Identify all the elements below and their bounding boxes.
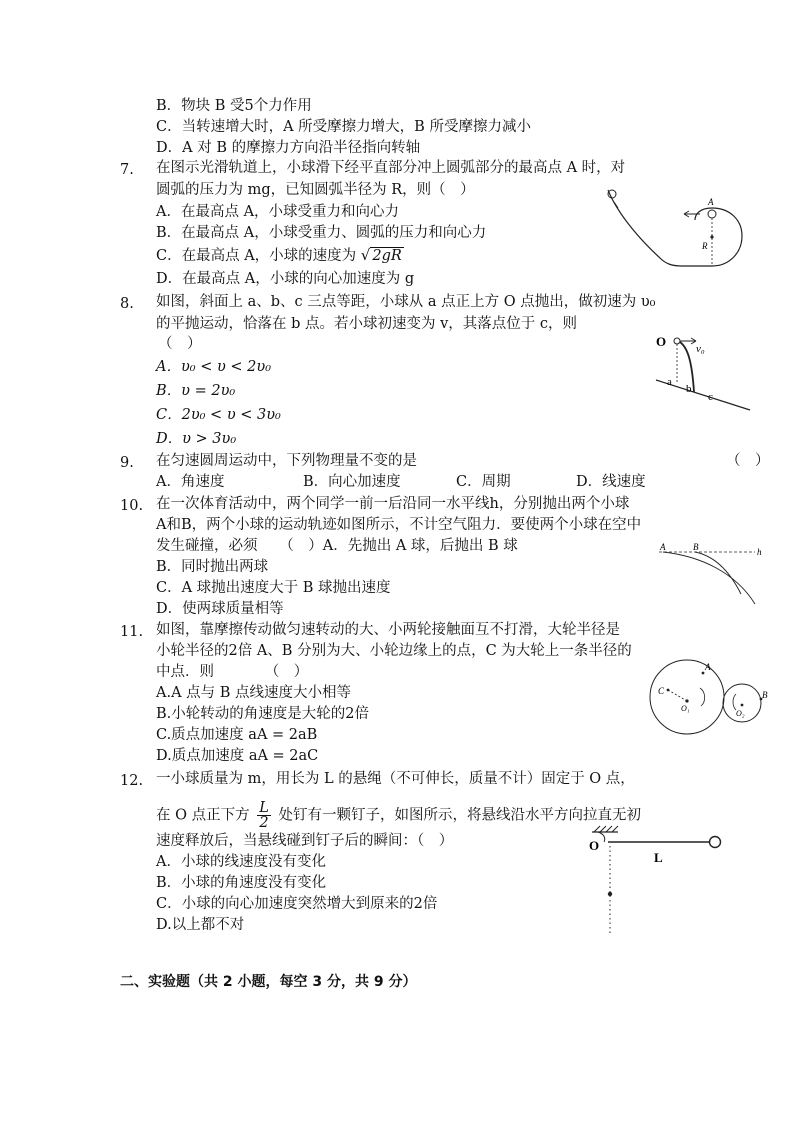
q12-option-b: B．小球的角速度没有变化 — [156, 875, 327, 891]
q10-option-c: C．A 球抛出速度大于 B 球抛出速度 — [156, 580, 391, 596]
q9-option-d: D．线速度 — [576, 474, 646, 490]
q8-label-b: b — [686, 383, 692, 395]
q7-stem-line1: 在图示光滑轨道上，小球滑下经平直部分冲上圆弧部分的最高点 A 时，对 — [156, 160, 626, 176]
q7-option-c-sqrt: 2gR — [372, 248, 402, 264]
q11-option-c: C.质点加速度 aA = 2aB — [156, 727, 318, 743]
q7-label-r: R — [702, 241, 708, 251]
q7-label-a: A — [708, 197, 714, 207]
q11-label-b: B — [762, 690, 768, 700]
q12-pendulum-figure — [586, 824, 726, 938]
q12-nail — [608, 892, 612, 896]
q12-stem-line3: 速度释放后，当悬线碰到钉子后的瞬间：（ ） — [156, 833, 454, 849]
q10-stem-line2: A和B，两个小球的运动轨迹如图所示，不计空气阻力．要使两个小球在空中 — [156, 517, 642, 533]
q11-label-o2: O₂ — [736, 709, 745, 718]
q12-number: 12. — [120, 773, 144, 789]
q12-option-d: D.以上都不对 — [156, 917, 245, 933]
q10-label-a: A — [660, 542, 666, 552]
q8-option-b: B．υ = 2υ₀ — [156, 383, 236, 399]
q10-trajectory-figure — [655, 538, 770, 606]
q8-label-o: O — [656, 334, 667, 349]
q12-option-a: A．小球的线速度没有变化 — [156, 854, 326, 870]
q7-track-figure — [600, 180, 750, 272]
q12-label-l: L — [654, 850, 663, 865]
q11-option-d: D.质点加速度 aA = 2aC — [156, 748, 319, 764]
q9-option-a: A．角速度 — [156, 474, 225, 490]
q8-option-d: D．υ > 3υ₀ — [156, 431, 237, 447]
q11-large-wheel — [650, 660, 724, 734]
q10-number: 10. — [120, 498, 144, 514]
q9-option-c: C．周期 — [456, 474, 511, 490]
q7-option-d: D．在最高点 A，小球的向心加速度为 g — [156, 271, 415, 287]
q9-stem: 在匀速圆周运动中，下列物理量不变的是 — [156, 453, 417, 469]
q7-ball-top — [708, 210, 716, 218]
q8-stem-line3: （ ） — [158, 336, 202, 352]
q11-label-c: C — [658, 686, 665, 696]
q12-stem-line2-a: 在 O 点正下方 — [156, 807, 250, 824]
q11-stem-line2: 小轮半径的2倍 A、B 分别为大、小轮边缘上的点，C 为大轮上一条半径的 — [156, 643, 632, 659]
q7-option-b: B．在最高点 A，小球受重力、圆弧的压力和向心力 — [156, 225, 487, 241]
q11-label-a: A — [705, 662, 711, 672]
q10-option-d: D．使两球质量相等 — [156, 601, 284, 617]
q12-label-o: O — [589, 838, 600, 853]
q11-option-b: B.小轮转动的角速度是大轮的2倍 — [156, 706, 369, 722]
q10-label-b: B — [693, 542, 699, 552]
q8-option-c: C．2υ₀ < υ < 3υ₀ — [156, 407, 281, 423]
q8-number: 8. — [120, 296, 134, 312]
q12-stem-line2-b: 处钉有一颗钉子，如图所示，将悬线沿水平方向拉直无初 — [278, 807, 641, 824]
q11-wheels-figure — [646, 656, 771, 738]
q9-number: 9. — [120, 455, 134, 471]
q10-stem-line3: 发生碰撞，必须 （ ）A．先抛出 A 球，后抛出 B 球 — [156, 538, 518, 554]
q12-stem-line1: 一小球质量为 m，用长为 L 的悬绳（不可伸长，质量不计）固定于 O 点， — [156, 771, 635, 787]
q12-fraction — [257, 801, 271, 830]
q11-label-o1: O₁ — [681, 704, 690, 713]
q9-answer-paren: （ ） — [726, 453, 770, 469]
q6-option-b: B．物块 B 受5个力作用 — [156, 98, 312, 114]
q8-option-a: A．υ₀ < υ < 2υ₀ — [156, 359, 272, 375]
q7-option-c-text: C．在最高点 A，小球的速度为 — [156, 248, 357, 264]
q8-label-v0: v₀ — [696, 343, 705, 355]
q7-option-a: A．在最高点 A，小球受重力和向心力 — [156, 204, 400, 220]
q11-stem-line3: 中点．则 （ ） — [156, 664, 309, 680]
q10-label-h: h — [757, 547, 762, 557]
q10-stem-line1: 在一次体育活动中，两个同学一前一后沿同一水平线h，分别抛出两个小球 — [156, 496, 630, 512]
q7-number: 7. — [120, 162, 134, 178]
q12-ball — [710, 837, 721, 848]
section-2-heading: 二、实验题（共 2 小题，每空 3 分，共 9 分） — [120, 974, 417, 990]
q12-fraction-denominator: 2 — [259, 815, 269, 831]
q6-option-d: D．A 对 B 的摩擦力方向沿半径指向转轴 — [156, 140, 421, 156]
q11-number: 11. — [120, 624, 144, 640]
q8-label-c: c — [708, 391, 713, 403]
q8-projectile-figure — [650, 330, 755, 415]
q8-stem-line2: 的平抛运动，恰落在 b 点。若小球初速变为 v，其落点位于 c，则 — [156, 316, 578, 332]
q12-option-c: C．小球的向心加速度突然增大到原来的2倍 — [156, 896, 438, 912]
q11-stem-line1: 如图，靠摩擦传动做匀速转动的大、小两轮接触面互不打滑，大轮半径是 — [156, 622, 620, 638]
q11-option-a: A.A 点与 B 点线速度大小相等 — [156, 685, 352, 701]
q12-stem-line2 — [156, 801, 641, 830]
q7-stem-line2: 圆弧的压力为 mg，已知圆弧半径为 R，则（ ） — [156, 182, 475, 198]
q12-fraction-numerator: L — [259, 800, 269, 816]
q8-stem-line1: 如图，斜面上 a、b、c 三点等距，小球从 a 点正上方 O 点抛出，做初速为 υ₀ — [156, 294, 656, 310]
q8-label-a: a — [667, 376, 672, 388]
q7-option-c: C．在最高点 A，小球的速度为 √ 2gR — [156, 246, 402, 264]
q10-option-b: B．同时抛出两球 — [156, 559, 269, 575]
q9-option-b: B．向心加速度 — [303, 474, 401, 490]
q6-option-c: C．当转速增大时，A 所受摩擦力增大，B 所受摩擦力减小 — [156, 119, 531, 135]
